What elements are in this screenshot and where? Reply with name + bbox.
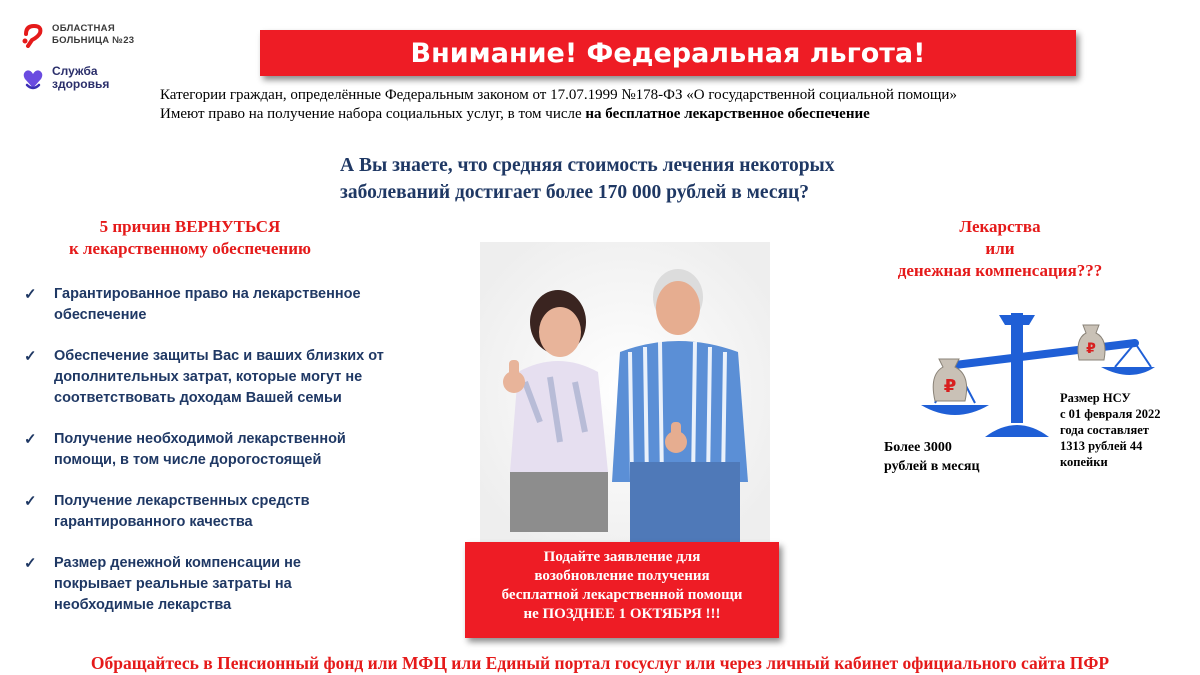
service-logo-line1: Служба bbox=[52, 64, 98, 78]
reason-line: гарантированного качества bbox=[54, 514, 253, 530]
reason-line: помощи, в том числе дорогостоящей bbox=[54, 452, 322, 468]
compensation-amount-label bbox=[884, 438, 1024, 476]
meds-line1: Лекарства bbox=[959, 217, 1041, 236]
intro-line2 bbox=[160, 105, 1160, 124]
reasons-list bbox=[24, 284, 424, 636]
intro-line1: Категории граждан, определённые Федеральным законом от 17.07.1999 №178-ФЗ «О государственной социальной помощи» bbox=[160, 87, 957, 103]
footer-contact-note: Обращайтесь в Пенсионный фонд или МФЦ или Единый портал госуслуг или через личный кабинет официального сайта ПФР bbox=[90, 653, 1110, 673]
label-right-line3: года составляет bbox=[1060, 423, 1149, 437]
hospital-logo bbox=[22, 22, 162, 52]
nsu-amount-label bbox=[1060, 390, 1190, 470]
reason-line: дополнительных затрат, которые могут не bbox=[54, 369, 363, 385]
reason-line: Гарантированное право на лекарственное bbox=[54, 286, 361, 302]
reasons-heading-line1: 5 причин ВЕРНУТЬСЯ bbox=[99, 217, 281, 236]
checkmark-icon: ✓ bbox=[24, 431, 37, 448]
list-item bbox=[24, 429, 424, 471]
meds-line3: денежная компенсация??? bbox=[897, 261, 1103, 280]
title-banner bbox=[260, 30, 1076, 76]
cta-line3: бесплатной лекарственной помощи bbox=[501, 587, 743, 603]
intro-line2-plain: Имеют право на получение набора социальных услуг, в том числе bbox=[160, 106, 586, 122]
reason-line: необходимые лекарства bbox=[54, 597, 232, 613]
reasons-heading bbox=[20, 216, 360, 260]
reason-line: Получение лекарственных средств bbox=[54, 493, 310, 509]
meds-line2: или bbox=[985, 239, 1015, 258]
cta-line2: возобновление получения bbox=[534, 568, 710, 584]
checkmark-icon: ✓ bbox=[24, 493, 37, 510]
checkmark-icon: ✓ bbox=[24, 286, 37, 303]
question-line1: А Вы знаете, что средняя стоимость лечения некоторых bbox=[340, 155, 835, 176]
hospital-logo-line1: ОБЛАСТНАЯ bbox=[52, 23, 115, 34]
label-right-line4: 1313 рублей 44 bbox=[1060, 439, 1143, 453]
elderly-couple-photo bbox=[480, 242, 770, 542]
hospital-logo-icon bbox=[22, 24, 44, 48]
reason-line: соответствовать доходам Вашей семьи bbox=[54, 390, 342, 406]
label-right-line1: Размер НСУ bbox=[1060, 391, 1131, 405]
reason-line: Размер денежной компенсации не bbox=[54, 555, 301, 571]
list-item bbox=[24, 346, 424, 409]
label-left-line2: рублей в месяц bbox=[884, 459, 980, 474]
ruble-icon: ₽ bbox=[943, 376, 957, 397]
reason-line: обеспечение bbox=[54, 307, 147, 323]
reason-line: покрывает реальные затраты на bbox=[54, 576, 292, 592]
deadline-callout bbox=[465, 542, 779, 638]
service-logo bbox=[22, 64, 162, 94]
label-left-line1: Более 3000 bbox=[884, 440, 952, 455]
reason-line: Обеспечение защиты Вас и ваших близких от bbox=[54, 348, 384, 364]
cost-question bbox=[340, 152, 960, 206]
label-right-line2: с 01 февраля 2022 bbox=[1060, 407, 1161, 421]
list-item bbox=[24, 553, 424, 616]
banner-title: Внимание! Федеральная льгота! bbox=[410, 37, 926, 69]
checkmark-icon: ✓ bbox=[24, 555, 37, 572]
list-item bbox=[24, 284, 424, 326]
hospital-logo-line2: БОЛЬНИЦА №23 bbox=[52, 35, 135, 46]
intro-text bbox=[160, 86, 1160, 124]
cta-line1: Подайте заявление для bbox=[543, 549, 701, 565]
meds-or-compensation-heading bbox=[860, 216, 1140, 282]
heart-check-icon bbox=[22, 68, 44, 90]
ruble-icon: ₽ bbox=[1086, 341, 1096, 357]
checkmark-icon: ✓ bbox=[24, 348, 37, 365]
label-right-line5: копейки bbox=[1060, 455, 1108, 469]
cta-line4: не ПОЗДНЕЕ 1 ОКТЯБРЯ !!! bbox=[523, 606, 721, 622]
question-line2: заболеваний достигает более 170 000 рублей в месяц? bbox=[340, 182, 810, 203]
list-item bbox=[24, 491, 424, 533]
intro-line2-bold: на бесплатное лекарственное обеспечение bbox=[585, 106, 870, 122]
service-logo-line2: здоровья bbox=[52, 77, 110, 91]
reason-line: Получение необходимой лекарственной bbox=[54, 431, 346, 447]
reasons-heading-line2: к лекарственному обеспечению bbox=[68, 239, 312, 258]
